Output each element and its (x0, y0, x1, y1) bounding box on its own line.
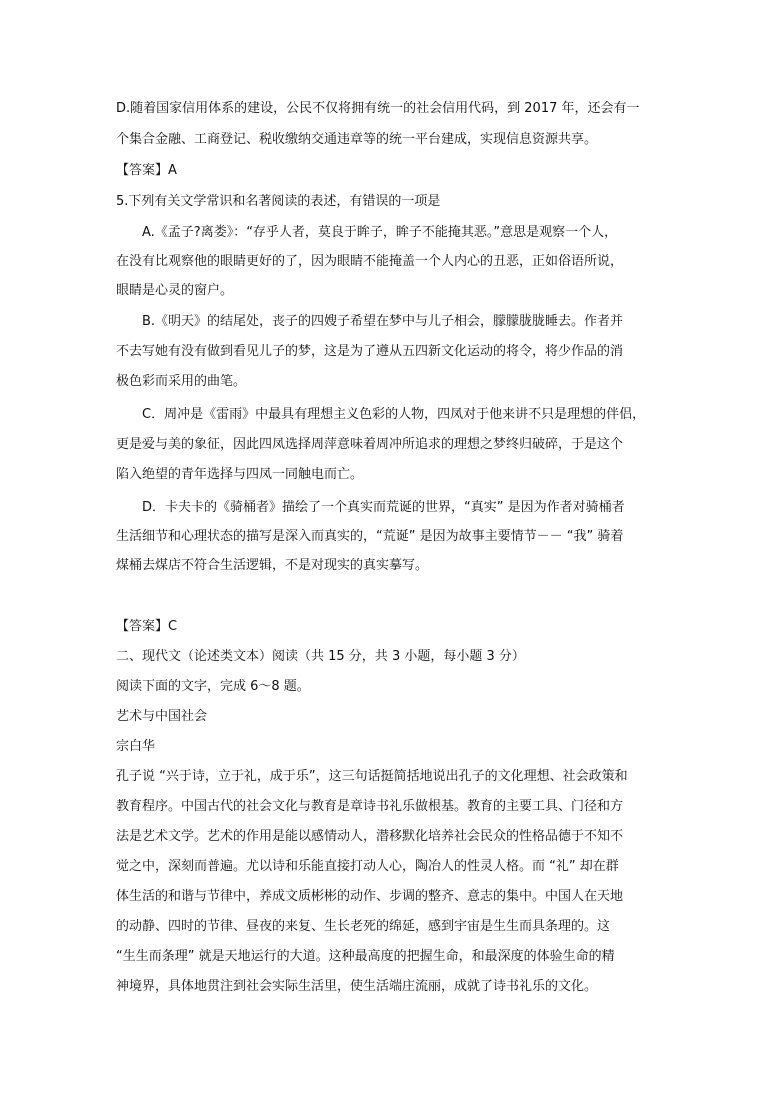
option-d-line: 生活细节和心理状态的描写是深入而真实的，“荒诞” 是因为故事主要情节－－ “我” 骑着 (116, 529, 624, 544)
option-b-line: 不去写她有没有做到看见儿子的梦，这是为了遵从五四新文化运动的将令，将少作品的消 (116, 344, 624, 359)
option-c-line: 陷入绝望的青年选择与四凤一同触电而亡。 (116, 467, 364, 482)
option-c-line: C．周冲是《雷雨》中最具有理想主义色彩的人物，四凤对于他来讲不只是理想的伴侣， (142, 407, 646, 422)
article-line: 孔子说 “兴于诗，立于礼，成于乐”，这三句话挺简括地说出孔子的文化理想、社会政策和 (116, 769, 628, 784)
text-line: 个集合金融、工商登记、税收缴纳交通违章等的统一平台建成，实现信息资源共享。 (116, 132, 598, 147)
instruction-line: 阅读下面的文字，完成 6～8 题。 (116, 679, 310, 694)
answer-label: 【答案】A (116, 163, 177, 178)
article-line: 法是艺术文学。艺术的作用是能以感情动人，潜移默化培养社会民众的性格品德于不知不 (116, 829, 624, 844)
section-heading: 二、现代文（论述类文本）阅读（共 15 分，共 3 小题，每小题 3 分） (116, 649, 525, 664)
option-a-line: A.《孟子?离娄》：“存乎人者，莫良于眸子，眸子不能掩其恶。”意思是观察一个人， (142, 225, 618, 240)
option-b-line: 极色彩而采用的曲笔。 (116, 374, 247, 389)
article-title: 艺术与中国社会 (116, 709, 208, 724)
article-line: 神境界，具体地贯注到社会实际生活里，使生活端庄流丽，成就了诗书礼乐的文化。 (116, 979, 598, 994)
option-c-line: 更是爱与美的象征，因此四凤选择周萍意味着周冲所追求的理想之梦终归破碎，于是这个 (116, 437, 624, 452)
option-d-line: 煤桶去煤店不符合生活逻辑，不是对现实的真实摹写。 (116, 558, 429, 573)
article-line: “生生而条理” 就是天地运行的大道。这种最高度的把握生命，和最深度的体验生命的精 (116, 949, 615, 964)
option-a-line: 在没有比观察他的眼睛更好的了，因为眼睛不能掩盖一个人内心的丑恶，正如俗语所说， (116, 254, 624, 269)
text-line: D.随着国家信用体系的建设，公民不仅将拥有统一的社会信用代码，到 2017 年，还会有一 (116, 101, 640, 116)
article-author: 宗白华 (116, 739, 156, 754)
article-line: 的动静、四时的节律、昼夜的来复、生长老死的绵延，感到宇宙是生生而具条理的。这 (116, 919, 611, 934)
question-title: 5.下列有关文学常识和名著阅读的表述，有错误的一项是 (116, 194, 441, 209)
option-b-line: B.《明天》的结尾处，丧子的四嫂子希望在梦中与儿子相会，朦朦胧胧睡去。作者并 (142, 314, 624, 329)
article-line: 教育程序。中国古代的社会文化与教育是章诗书礼乐做根基。教育的主要工具、门径和方 (116, 799, 624, 814)
answer-label: 【答案】C (116, 619, 178, 634)
article-line: 觉之中，深刻而普遍。尤以诗和乐能直接打动人心，陶冶人的性灵人格。而 “礼” 却在群 (116, 859, 619, 874)
option-d-line: D．卡夫卡的《骑桶者》描绘了一个真实而荒诞的世界，“真实” 是因为作者对骑桶者 (142, 500, 625, 515)
option-a-line: 眼睛是心灵的窗户。 (116, 283, 234, 298)
article-line: 体生活的和谐与节律中，养成文质彬彬的动作、步调的整齐、意志的集中。中国人在天地 (116, 889, 624, 904)
